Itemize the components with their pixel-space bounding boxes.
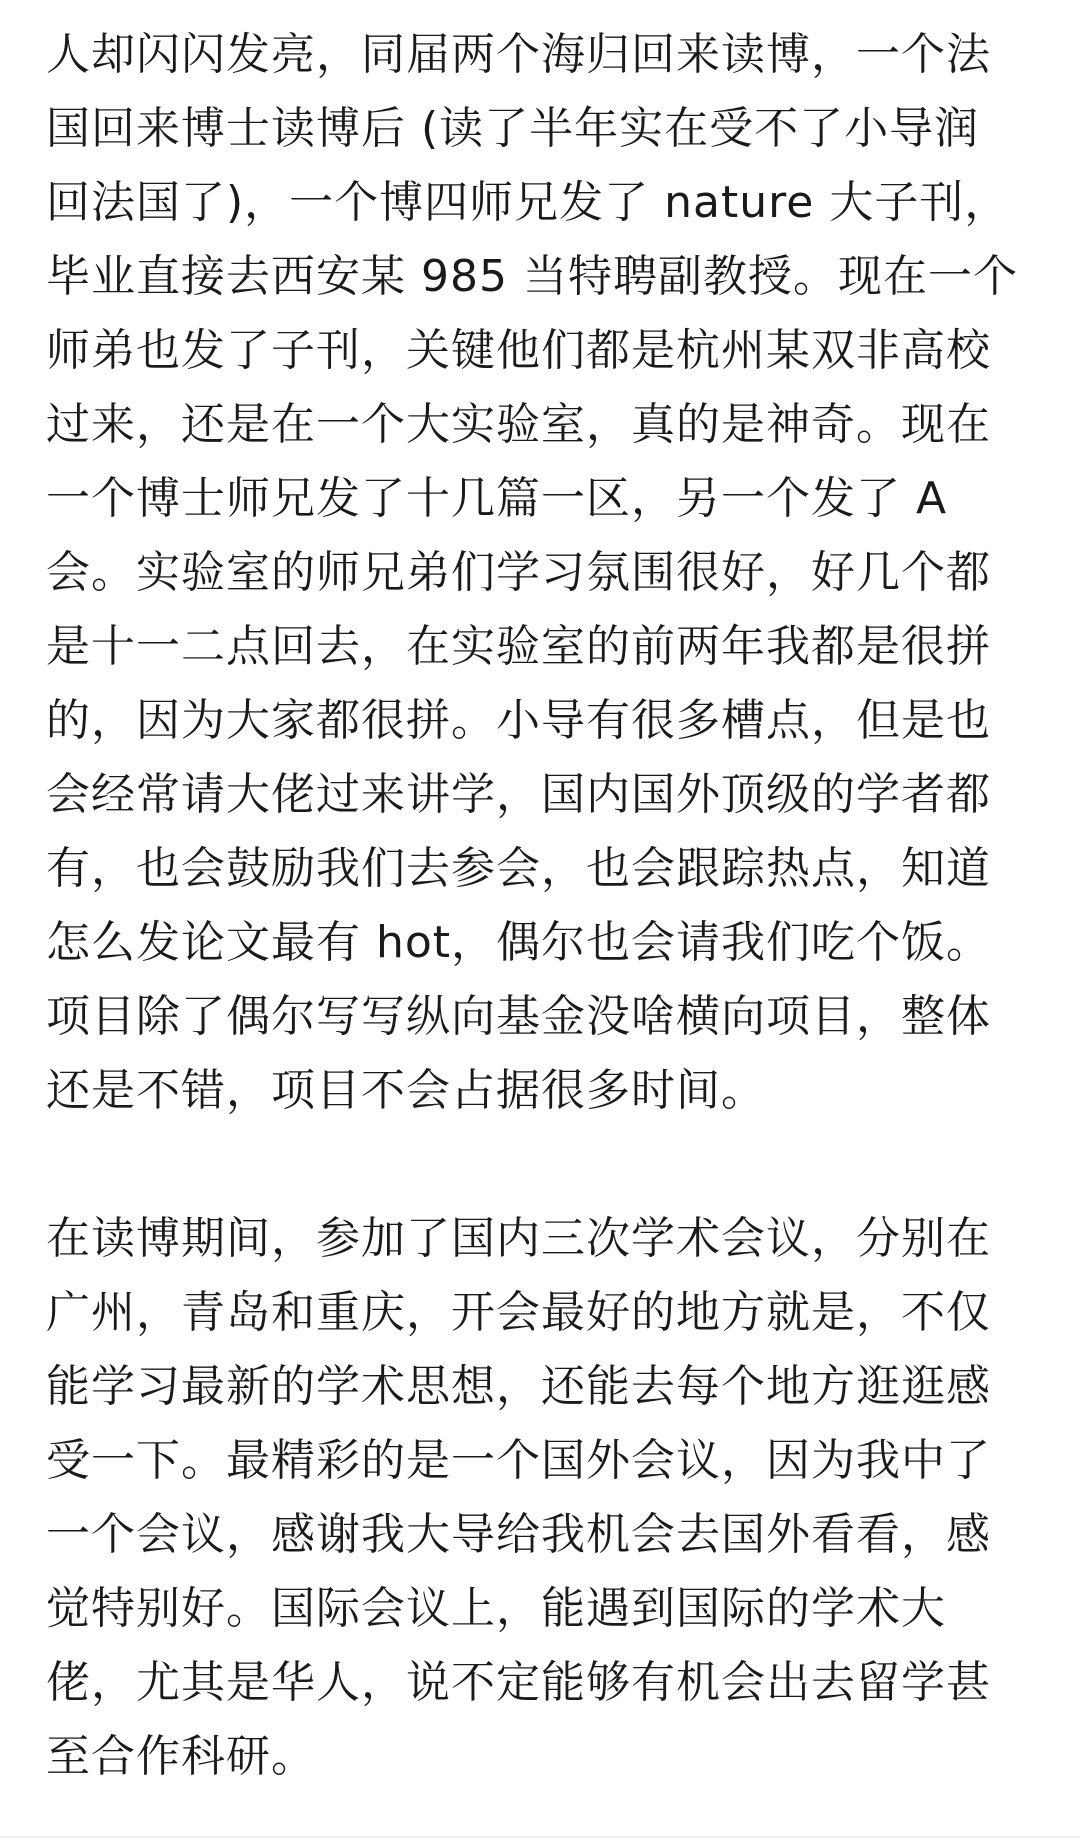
- text-line: 会。实验室的师兄弟们学习氛围很好，好几个都: [46, 547, 991, 598]
- article-body: [46, 18, 1036, 1794]
- text-line: 一个会议，感谢我大导给我机会去国外看看，感: [46, 1509, 991, 1560]
- text-line: 怎么发论文最有 hot，偶尔也会请我们吃个饭。: [46, 917, 992, 968]
- text-line: 广州，青岛和重庆，开会最好的地方就是，不仅: [46, 1287, 991, 1338]
- text-line: 在读博期间，参加了国内三次学术会议，分别在: [46, 1213, 991, 1264]
- text-line: 是十一二点回去，在实验室的前两年我都是很拼: [46, 621, 991, 672]
- text-line: 过来，还是在一个大实验室，真的是神奇。现在: [46, 399, 991, 450]
- text-line: 有，也会鼓励我们去参会，也会跟踪热点，知道: [46, 843, 991, 894]
- text-line: 国回来博士读博后 (读了半年实在受不了小导润: [46, 103, 980, 154]
- text-line: 会经常请大佬过来讲学，国内国外顶级的学者都: [46, 769, 991, 820]
- text-line: 师弟也发了子刊，关键他们都是杭州某双非高校: [46, 325, 991, 376]
- text-line: 能学习最新的学术思想，还能去每个地方逛逛感: [46, 1361, 991, 1412]
- paragraph-2: [46, 1202, 1036, 1794]
- text-line: 佬，尤其是华人，说不定能够有机会出去留学甚: [46, 1657, 991, 1708]
- bottom-divider: [0, 1836, 1080, 1838]
- text-line: 至合作科研。: [46, 1731, 316, 1782]
- text-line: 还是不错，项目不会占据很多时间。: [46, 1065, 766, 1116]
- text-line: 受一下。最精彩的是一个国外会议，因为我中了: [46, 1435, 991, 1486]
- text-line: 一个博士师兄发了十几篇一区，另一个发了 A: [46, 473, 948, 524]
- text-line: 项目除了偶尔写写纵向基金没啥横向项目，整体: [46, 991, 991, 1042]
- text-line: 人却闪闪发亮，同届两个海归回来读博，一个法: [46, 29, 991, 80]
- text-line: 的，因为大家都很拼。小导有很多槽点，但是也: [46, 695, 991, 746]
- text-line: 觉特别好。国际会议上，能遇到国际的学术大: [46, 1583, 946, 1634]
- paragraph-1: [46, 18, 1036, 1128]
- text-line: 回法国了)，一个博四师兄发了 nature 大子刊，: [46, 177, 1010, 228]
- paragraph-spacer: [46, 1128, 1036, 1202]
- text-line: 毕业直接去西安某 985 当特聘副教授。现在一个: [46, 251, 1018, 302]
